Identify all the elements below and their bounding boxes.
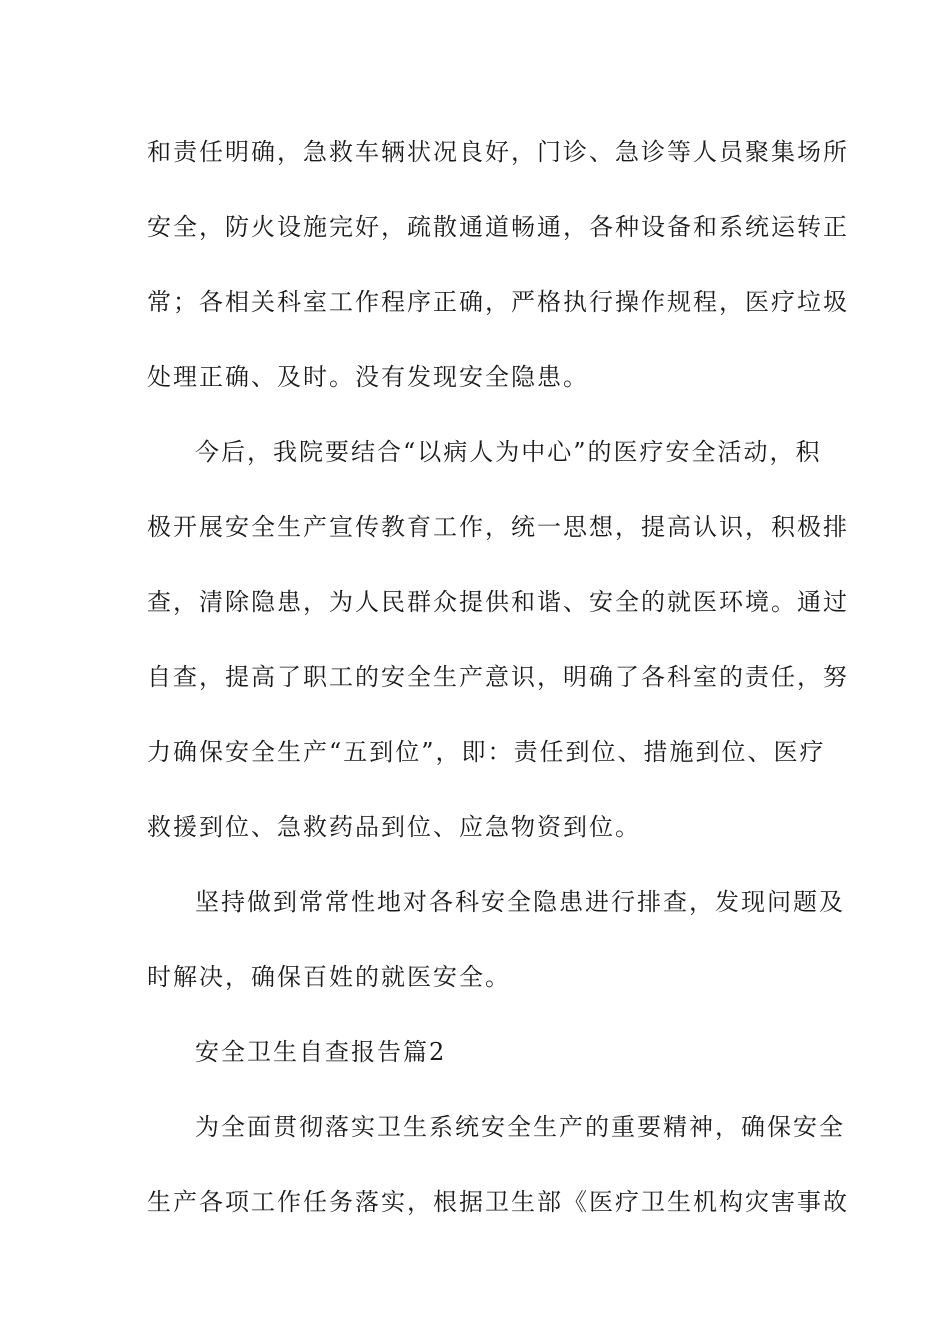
text-line: 自查，提高了职工的安全生产意识，明确了各科室的责任，努 <box>147 663 849 691</box>
paragraph-start-line: 坚持做到常常性地对各科安全隐患进行排查，发现问题及 <box>195 888 845 916</box>
paragraph-start-line: 今后，我院要结合“以病人为中心”的医疗安全活动，积 <box>195 438 822 466</box>
text-line: 救援到位、急救药品到位、应急物资到位。 <box>147 813 641 841</box>
text-line: 处理正确、及时。没有发现安全隐患。 <box>147 363 589 391</box>
paragraph-start-line: 为全面贯彻落实卫生系统安全生产的重要精神，确保安全 <box>195 1113 845 1141</box>
text-line: 时解决，确保百姓的就医安全。 <box>147 963 511 991</box>
text-line: 力确保安全生产“五到位”，即：责任到位、措施到位、医疗 <box>147 738 826 766</box>
text-line: 生产各项工作任务落实，根据卫生部《医疗卫生机构灾害事故 <box>147 1188 849 1216</box>
text-line: 查，清除隐患，为人民群众提供和谐、安全的就医环境。通过 <box>147 588 849 616</box>
text-line: 极开展安全生产宣传教育工作，统一思想，提高认识，积极排 <box>147 513 849 541</box>
text-line: 和责任明确，急救车辆状况良好，门诊、急诊等人员聚集场所 <box>147 138 849 166</box>
text-line: 常；各相关科室工作程序正确，严格执行操作规程，医疗垃圾 <box>147 288 849 316</box>
section-heading: 安全卫生自查报告篇2 <box>195 1038 447 1066</box>
text-line: 安全，防火设施完好，疏散通道畅通，各种设备和系统运转正 <box>147 213 849 241</box>
